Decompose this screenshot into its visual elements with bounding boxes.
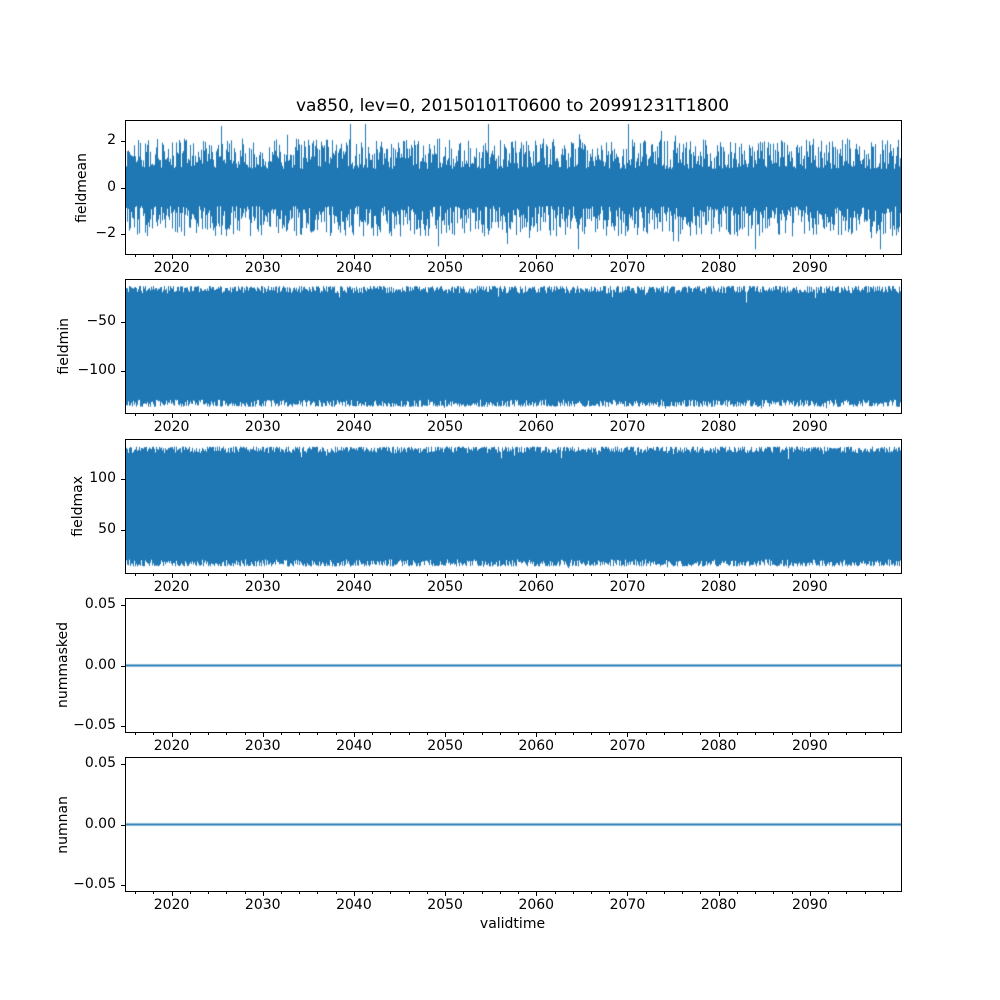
x-minor-tick bbox=[482, 414, 483, 416]
x-minor-tick bbox=[518, 255, 519, 257]
x-major-tick bbox=[263, 414, 264, 418]
x-minor-tick bbox=[883, 255, 884, 257]
y-tick bbox=[121, 605, 125, 606]
y-tick-label: 50 bbox=[98, 520, 116, 537]
x-minor-tick bbox=[865, 892, 866, 894]
x-major-tick bbox=[810, 414, 811, 418]
x-minor-tick bbox=[682, 574, 683, 576]
x-minor-tick bbox=[609, 414, 610, 416]
x-tick-label: 2040 bbox=[336, 260, 372, 276]
x-minor-tick bbox=[737, 255, 738, 257]
x-tick-label: 2040 bbox=[336, 419, 372, 435]
x-minor-tick bbox=[755, 414, 756, 416]
y-axis-label: numnan bbox=[55, 795, 71, 854]
x-minor-tick bbox=[482, 255, 483, 257]
x-minor-tick bbox=[828, 892, 829, 894]
x-minor-tick bbox=[372, 574, 373, 576]
x-minor-tick bbox=[846, 733, 847, 735]
y-tick-label: 0.05 bbox=[84, 596, 116, 613]
x-minor-tick bbox=[463, 414, 464, 416]
x-minor-tick bbox=[773, 733, 774, 735]
x-tick-label: 2070 bbox=[609, 579, 646, 595]
x-minor-tick bbox=[135, 255, 136, 257]
x-minor-tick bbox=[245, 414, 246, 416]
x-minor-tick bbox=[208, 733, 209, 735]
x-minor-tick bbox=[682, 892, 683, 894]
x-major-tick bbox=[536, 892, 537, 896]
x-minor-tick bbox=[700, 733, 701, 735]
x-minor-tick bbox=[664, 892, 665, 894]
subplot-numnan-canvas bbox=[126, 758, 901, 891]
x-minor-tick bbox=[226, 255, 227, 257]
x-minor-tick bbox=[664, 733, 665, 735]
x-minor-tick bbox=[427, 414, 428, 416]
x-tick-label: 2030 bbox=[244, 738, 281, 754]
x-minor-tick bbox=[664, 255, 665, 257]
x-major-tick bbox=[172, 574, 173, 578]
y-axis-label-wrap bbox=[54, 599, 72, 732]
x-minor-tick bbox=[190, 255, 191, 257]
x-minor-tick bbox=[336, 733, 337, 735]
x-tick-label: 2080 bbox=[700, 738, 737, 754]
x-tick-label: 2020 bbox=[153, 738, 190, 754]
x-major-tick bbox=[719, 255, 720, 259]
x-major-tick bbox=[354, 892, 355, 896]
x-minor-tick bbox=[555, 414, 556, 416]
x-major-tick bbox=[627, 574, 628, 578]
x-minor-tick bbox=[737, 733, 738, 735]
x-minor-tick bbox=[299, 414, 300, 416]
x-minor-tick bbox=[500, 733, 501, 735]
x-axis-label: validtime bbox=[479, 916, 546, 932]
x-minor-tick bbox=[299, 892, 300, 894]
y-tick-label: 100 bbox=[89, 470, 116, 487]
x-major-tick bbox=[263, 574, 264, 578]
chart-title: va850, lev=0, 20150101T0600 to 20991231T1800 bbox=[295, 96, 730, 116]
x-major-tick bbox=[719, 414, 720, 418]
x-major-tick bbox=[263, 255, 264, 259]
subplot-nummasked bbox=[55, 596, 902, 754]
x-minor-tick bbox=[828, 733, 829, 735]
x-minor-tick bbox=[646, 414, 647, 416]
x-minor-tick bbox=[336, 414, 337, 416]
x-minor-tick bbox=[846, 892, 847, 894]
x-major-tick bbox=[627, 892, 628, 896]
x-major-tick bbox=[536, 733, 537, 737]
x-minor-tick bbox=[427, 255, 428, 257]
x-minor-tick bbox=[773, 574, 774, 576]
y-tick bbox=[121, 141, 125, 142]
x-minor-tick bbox=[281, 892, 282, 894]
x-minor-tick bbox=[792, 574, 793, 576]
x-minor-tick bbox=[390, 255, 391, 257]
x-tick-label: 2030 bbox=[244, 419, 281, 435]
y-tick bbox=[121, 825, 125, 826]
x-minor-tick bbox=[463, 733, 464, 735]
y-tick-label: 2 bbox=[107, 131, 116, 148]
x-minor-tick bbox=[390, 892, 391, 894]
x-minor-tick bbox=[591, 733, 592, 735]
y-axis-label: fieldmin bbox=[56, 318, 72, 375]
subplot-fieldmean bbox=[74, 120, 902, 276]
x-tick-label: 2040 bbox=[336, 738, 372, 754]
x-minor-tick bbox=[281, 733, 282, 735]
x-major-tick bbox=[354, 574, 355, 578]
x-minor-tick bbox=[281, 255, 282, 257]
x-minor-tick bbox=[208, 892, 209, 894]
x-minor-tick bbox=[390, 414, 391, 416]
x-minor-tick bbox=[755, 733, 756, 735]
y-tick-label: −50 bbox=[86, 313, 116, 330]
x-minor-tick bbox=[245, 574, 246, 576]
x-major-tick bbox=[627, 733, 628, 737]
y-tick-label: −2 bbox=[95, 225, 116, 242]
x-tick-label: 2060 bbox=[518, 419, 555, 435]
x-minor-tick bbox=[153, 255, 154, 257]
y-tick bbox=[121, 530, 125, 531]
x-minor-tick bbox=[883, 414, 884, 416]
x-minor-tick bbox=[153, 733, 154, 735]
x-major-tick bbox=[627, 414, 628, 418]
x-minor-tick bbox=[646, 255, 647, 257]
x-minor-tick bbox=[153, 892, 154, 894]
x-minor-tick bbox=[336, 255, 337, 257]
x-minor-tick bbox=[737, 892, 738, 894]
x-major-tick bbox=[445, 574, 446, 578]
x-minor-tick bbox=[792, 414, 793, 416]
x-major-tick bbox=[354, 414, 355, 418]
x-minor-tick bbox=[555, 733, 556, 735]
x-minor-tick bbox=[336, 892, 337, 894]
x-tick-label: 2050 bbox=[427, 738, 463, 754]
x-minor-tick bbox=[299, 733, 300, 735]
y-axis-label-wrap bbox=[73, 121, 91, 254]
x-major-tick bbox=[354, 733, 355, 737]
x-major-tick bbox=[719, 574, 720, 578]
x-tick-label: 2050 bbox=[427, 419, 463, 435]
x-major-tick bbox=[172, 733, 173, 737]
y-tick bbox=[121, 666, 125, 667]
x-minor-tick bbox=[591, 255, 592, 257]
x-minor-tick bbox=[591, 574, 592, 576]
x-minor-tick bbox=[500, 892, 501, 894]
x-minor-tick bbox=[573, 733, 574, 735]
y-tick-label: 0 bbox=[107, 178, 116, 195]
x-minor-tick bbox=[409, 255, 410, 257]
x-minor-tick bbox=[299, 574, 300, 576]
x-major-tick bbox=[719, 733, 720, 737]
x-minor-tick bbox=[409, 892, 410, 894]
x-major-tick bbox=[810, 892, 811, 896]
x-tick-label: 2070 bbox=[609, 738, 646, 754]
x-tick-label: 2080 bbox=[700, 897, 737, 913]
y-tick-label: −100 bbox=[77, 361, 116, 378]
x-minor-tick bbox=[135, 414, 136, 416]
x-minor-tick bbox=[336, 574, 337, 576]
x-tick-label: 2060 bbox=[518, 260, 555, 276]
x-minor-tick bbox=[755, 255, 756, 257]
x-tick-label: 2070 bbox=[609, 419, 646, 435]
x-minor-tick bbox=[500, 574, 501, 576]
x-minor-tick bbox=[883, 733, 884, 735]
y-tick-label: −0.05 bbox=[73, 716, 116, 733]
x-minor-tick bbox=[482, 892, 483, 894]
x-major-tick bbox=[810, 574, 811, 578]
x-minor-tick bbox=[463, 255, 464, 257]
x-major-tick bbox=[536, 574, 537, 578]
x-minor-tick bbox=[773, 414, 774, 416]
x-minor-tick bbox=[609, 892, 610, 894]
x-minor-tick bbox=[646, 892, 647, 894]
x-major-tick bbox=[263, 892, 264, 896]
x-minor-tick bbox=[245, 733, 246, 735]
x-minor-tick bbox=[883, 574, 884, 576]
x-minor-tick bbox=[317, 892, 318, 894]
x-tick-label: 2050 bbox=[427, 897, 463, 913]
y-tick-label: 0.05 bbox=[84, 755, 116, 772]
x-minor-tick bbox=[664, 414, 665, 416]
x-tick-label: 2080 bbox=[700, 419, 737, 435]
x-major-tick bbox=[810, 733, 811, 737]
y-tick-label: 0.00 bbox=[84, 656, 116, 673]
x-minor-tick bbox=[828, 255, 829, 257]
x-minor-tick bbox=[591, 892, 592, 894]
x-minor-tick bbox=[500, 255, 501, 257]
x-major-tick bbox=[172, 255, 173, 259]
x-major-tick bbox=[445, 255, 446, 259]
x-minor-tick bbox=[482, 574, 483, 576]
x-minor-tick bbox=[755, 574, 756, 576]
x-major-tick bbox=[172, 892, 173, 896]
x-minor-tick bbox=[865, 255, 866, 257]
x-tick-label: 2090 bbox=[791, 897, 828, 913]
x-minor-tick bbox=[555, 255, 556, 257]
y-axis-label: fieldmean bbox=[74, 152, 90, 223]
x-tick-label: 2020 bbox=[153, 579, 190, 595]
x-minor-tick bbox=[317, 255, 318, 257]
x-major-tick bbox=[719, 892, 720, 896]
x-minor-tick bbox=[700, 892, 701, 894]
x-minor-tick bbox=[700, 574, 701, 576]
x-minor-tick bbox=[372, 733, 373, 735]
x-minor-tick bbox=[153, 574, 154, 576]
x-minor-tick bbox=[865, 733, 866, 735]
x-minor-tick bbox=[409, 574, 410, 576]
x-minor-tick bbox=[317, 414, 318, 416]
x-minor-tick bbox=[609, 733, 610, 735]
x-minor-tick bbox=[755, 892, 756, 894]
x-minor-tick bbox=[682, 733, 683, 735]
y-axis-label-wrap bbox=[54, 758, 72, 891]
x-minor-tick bbox=[792, 892, 793, 894]
x-major-tick bbox=[445, 733, 446, 737]
x-minor-tick bbox=[609, 255, 610, 257]
x-tick-label: 2030 bbox=[244, 897, 281, 913]
x-minor-tick bbox=[573, 255, 574, 257]
x-tick-label: 2070 bbox=[609, 260, 646, 276]
x-minor-tick bbox=[482, 733, 483, 735]
y-tick bbox=[121, 479, 125, 480]
y-axis-label: fieldmax bbox=[70, 476, 86, 537]
x-minor-tick bbox=[226, 574, 227, 576]
x-major-tick bbox=[536, 255, 537, 259]
x-minor-tick bbox=[664, 574, 665, 576]
x-tick-label: 2020 bbox=[153, 419, 190, 435]
y-axis-label: nummasked bbox=[55, 622, 71, 709]
x-minor-tick bbox=[555, 892, 556, 894]
x-tick-label: 2080 bbox=[700, 260, 737, 276]
x-minor-tick bbox=[573, 574, 574, 576]
x-minor-tick bbox=[463, 574, 464, 576]
x-minor-tick bbox=[500, 414, 501, 416]
x-minor-tick bbox=[737, 574, 738, 576]
x-minor-tick bbox=[427, 574, 428, 576]
x-minor-tick bbox=[245, 255, 246, 257]
x-minor-tick bbox=[518, 574, 519, 576]
x-minor-tick bbox=[846, 414, 847, 416]
x-minor-tick bbox=[299, 255, 300, 257]
x-minor-tick bbox=[737, 414, 738, 416]
x-tick-label: 2040 bbox=[336, 897, 372, 913]
x-major-tick bbox=[263, 733, 264, 737]
x-major-tick bbox=[172, 414, 173, 418]
x-tick-label: 2090 bbox=[791, 579, 828, 595]
x-minor-tick bbox=[646, 574, 647, 576]
x-minor-tick bbox=[135, 733, 136, 735]
x-tick-label: 2070 bbox=[609, 897, 646, 913]
x-minor-tick bbox=[865, 414, 866, 416]
y-tick bbox=[121, 188, 125, 189]
x-minor-tick bbox=[682, 255, 683, 257]
x-minor-tick bbox=[646, 733, 647, 735]
x-minor-tick bbox=[245, 892, 246, 894]
x-minor-tick bbox=[281, 574, 282, 576]
x-minor-tick bbox=[153, 414, 154, 416]
x-minor-tick bbox=[573, 414, 574, 416]
y-tick-label: −0.05 bbox=[73, 875, 116, 892]
x-tick-label: 2090 bbox=[791, 738, 828, 754]
y-tick-label: 0.00 bbox=[84, 815, 116, 832]
x-minor-tick bbox=[208, 255, 209, 257]
x-minor-tick bbox=[190, 892, 191, 894]
x-minor-tick bbox=[792, 255, 793, 257]
x-minor-tick bbox=[190, 574, 191, 576]
x-minor-tick bbox=[226, 733, 227, 735]
x-tick-label: 2020 bbox=[153, 260, 190, 276]
x-minor-tick bbox=[865, 574, 866, 576]
x-minor-tick bbox=[427, 892, 428, 894]
x-tick-label: 2060 bbox=[518, 579, 555, 595]
x-minor-tick bbox=[372, 892, 373, 894]
x-minor-tick bbox=[409, 733, 410, 735]
x-minor-tick bbox=[828, 574, 829, 576]
x-minor-tick bbox=[518, 733, 519, 735]
x-major-tick bbox=[445, 414, 446, 418]
subplot-fieldmean-canvas bbox=[126, 121, 901, 254]
subplot-fieldmin bbox=[56, 279, 902, 435]
x-minor-tick bbox=[609, 574, 610, 576]
x-minor-tick bbox=[573, 892, 574, 894]
y-tick bbox=[121, 764, 125, 765]
x-major-tick bbox=[627, 255, 628, 259]
x-minor-tick bbox=[846, 574, 847, 576]
x-tick-label: 2060 bbox=[518, 738, 555, 754]
x-major-tick bbox=[354, 255, 355, 259]
x-minor-tick bbox=[190, 414, 191, 416]
subplot-fieldmax-canvas bbox=[126, 440, 901, 573]
x-minor-tick bbox=[372, 255, 373, 257]
x-minor-tick bbox=[773, 892, 774, 894]
x-tick-label: 2030 bbox=[244, 579, 281, 595]
x-minor-tick bbox=[682, 414, 683, 416]
x-minor-tick bbox=[773, 255, 774, 257]
x-major-tick bbox=[536, 414, 537, 418]
x-minor-tick bbox=[846, 255, 847, 257]
x-minor-tick bbox=[226, 414, 227, 416]
x-tick-label: 2020 bbox=[153, 897, 190, 913]
x-tick-label: 2090 bbox=[791, 260, 828, 276]
x-minor-tick bbox=[390, 733, 391, 735]
x-tick-label: 2090 bbox=[791, 419, 828, 435]
x-minor-tick bbox=[281, 414, 282, 416]
x-minor-tick bbox=[317, 574, 318, 576]
x-minor-tick bbox=[883, 892, 884, 894]
x-minor-tick bbox=[317, 733, 318, 735]
y-tick bbox=[121, 234, 125, 235]
x-minor-tick bbox=[409, 414, 410, 416]
x-minor-tick bbox=[700, 255, 701, 257]
x-minor-tick bbox=[208, 574, 209, 576]
x-minor-tick bbox=[135, 892, 136, 894]
x-minor-tick bbox=[427, 733, 428, 735]
x-tick-label: 2060 bbox=[518, 897, 555, 913]
y-tick bbox=[121, 322, 125, 323]
x-minor-tick bbox=[591, 414, 592, 416]
x-minor-tick bbox=[555, 574, 556, 576]
x-minor-tick bbox=[792, 733, 793, 735]
x-minor-tick bbox=[518, 892, 519, 894]
x-tick-label: 2030 bbox=[244, 260, 281, 276]
x-tick-label: 2080 bbox=[700, 579, 737, 595]
subplot-fieldmax bbox=[70, 439, 902, 595]
x-tick-label: 2050 bbox=[427, 579, 463, 595]
x-minor-tick bbox=[208, 414, 209, 416]
subplot-numnan bbox=[55, 755, 902, 913]
y-axis-label-wrap bbox=[55, 280, 73, 413]
x-major-tick bbox=[445, 892, 446, 896]
x-tick-label: 2050 bbox=[427, 260, 463, 276]
y-axis-label-wrap bbox=[69, 440, 87, 573]
x-minor-tick bbox=[828, 414, 829, 416]
x-minor-tick bbox=[190, 733, 191, 735]
subplot-fieldmin-canvas bbox=[126, 280, 901, 413]
x-minor-tick bbox=[700, 414, 701, 416]
x-minor-tick bbox=[518, 414, 519, 416]
y-tick bbox=[121, 726, 125, 727]
x-minor-tick bbox=[372, 414, 373, 416]
x-minor-tick bbox=[135, 574, 136, 576]
subplot-nummasked-canvas bbox=[126, 599, 901, 732]
x-tick-label: 2040 bbox=[336, 579, 372, 595]
x-minor-tick bbox=[463, 892, 464, 894]
x-minor-tick bbox=[226, 892, 227, 894]
x-minor-tick bbox=[390, 574, 391, 576]
x-major-tick bbox=[810, 255, 811, 259]
y-tick bbox=[121, 371, 125, 372]
y-tick bbox=[121, 885, 125, 886]
